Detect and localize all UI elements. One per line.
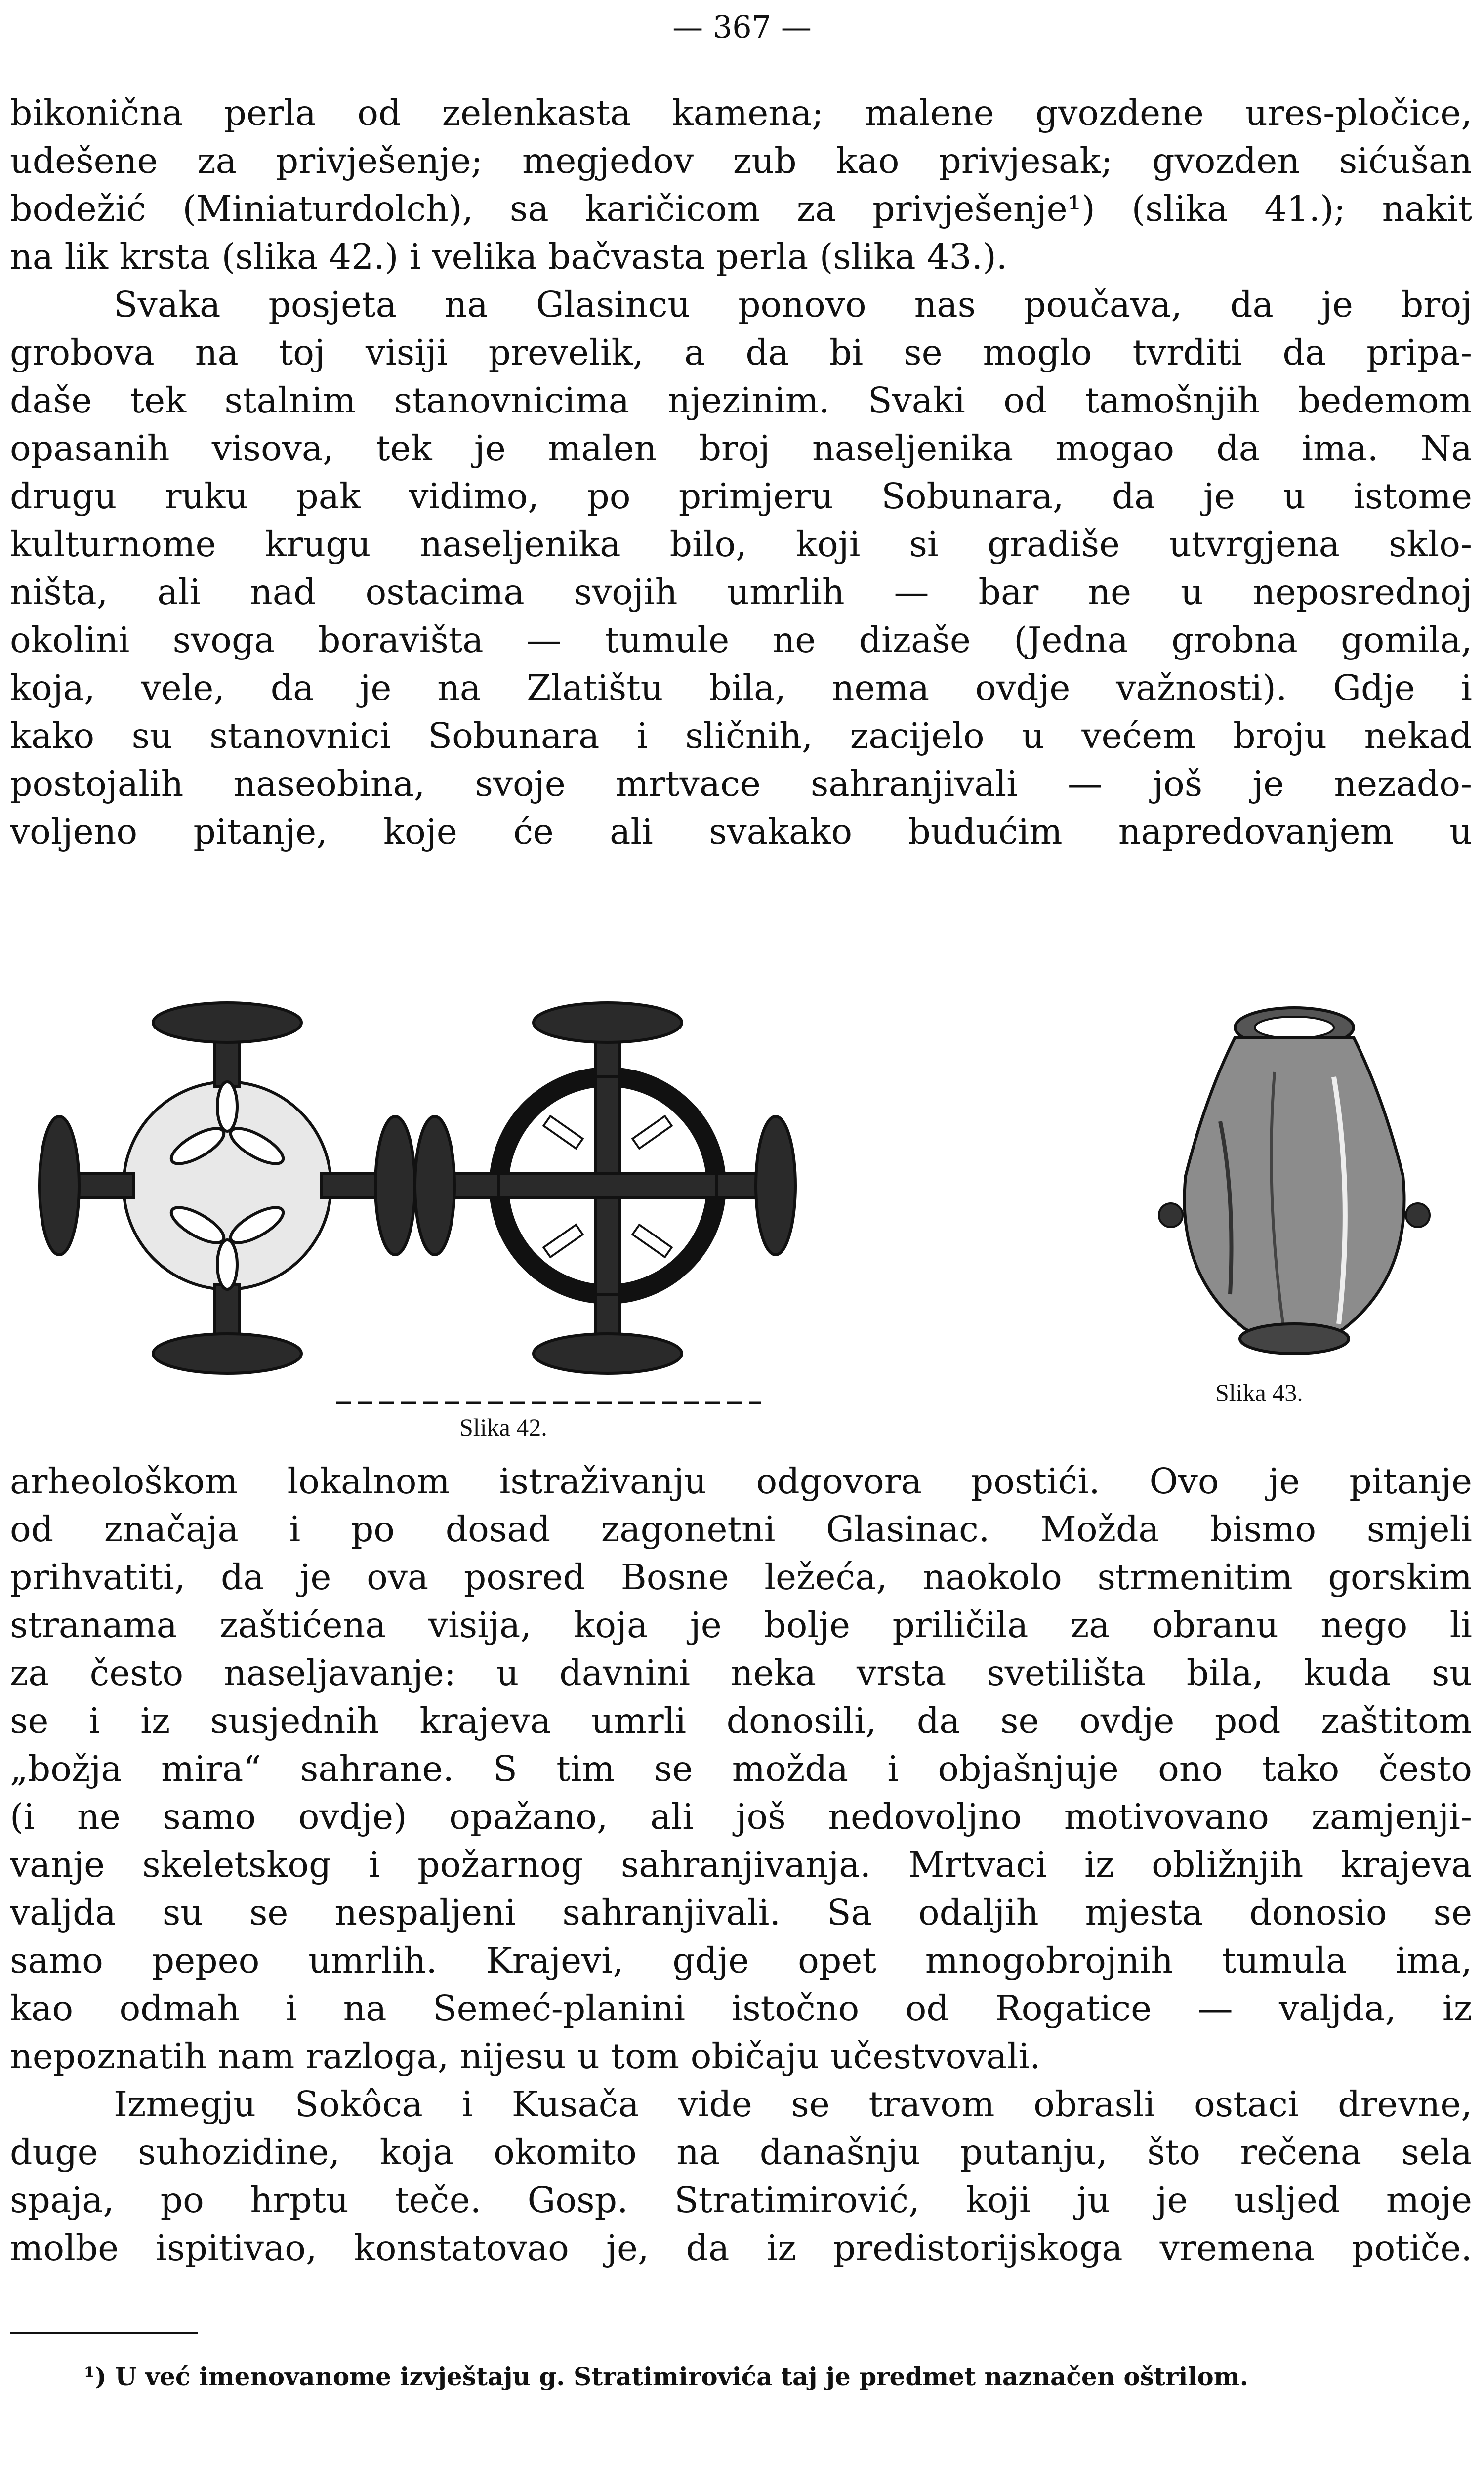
text-line: stranama zaštićena visija, koja je bolje priličila za obranu nego li <box>10 1605 1472 1646</box>
page-number: — 367 — <box>672 9 812 45</box>
text-line: Svaka posjeta na Glasincu ponovo nas poučava, da je broj <box>114 284 1472 325</box>
figure-43-caption: Slika 43. <box>1215 1379 1303 1406</box>
footnote-divider <box>10 2332 198 2334</box>
text-line: daše tek stalnim stanovnicima njezinim. Svaki od tamošnjih bedemom <box>10 380 1472 421</box>
cross-ornament-figure <box>30 978 800 1423</box>
barrel-bead-figure <box>1146 998 1443 1363</box>
text-line: za često naseljavanje: u davnini neka vrsta svetilišta bila, kuda su <box>10 1652 1472 1693</box>
text-line: vanje skeletskog i požarnog sahranjivanja. Mrtvaci iz obližnjih krajeva <box>10 1844 1472 1885</box>
text-line: grobova na toj visiji prevelik, a da bi se moglo tvrditi da pripa- <box>10 332 1472 373</box>
text-line: udešene za privješenje; megjedov zub kao privjesak; gvozden sićušan <box>10 140 1472 181</box>
text-line: kako su stanovnici Sobunara i sličnih, zacijelo u većem broju nekad <box>10 715 1472 756</box>
text-line: prihvatiti, da je ova posred Bosne ležeća, naokolo strmenitim gorskim <box>10 1557 1472 1598</box>
text-line: voljeno pitanje, koje će ali svakako budućim napredovanjem u <box>10 811 1472 852</box>
text-line: od značaja i po dosad zagonetni Glasinac. Možda bismo smjeli <box>10 1509 1472 1550</box>
text-line: spaja, po hrptu teče. Gosp. Stratimirović, koji ju je usljed moje <box>10 2180 1472 2221</box>
text-line: „božja mira“ sahrane. S tim se možda i objašnjuje ono tako često <box>10 1748 1472 1789</box>
text-line: drugu ruku pak vidimo, po primjeru Sobunara, da je u istome <box>10 476 1472 517</box>
paragraph-2 <box>10 1457 1472 2272</box>
text-line: opasanih visova, tek je malen broj naseljenika mogao da ima. Na <box>10 428 1472 469</box>
text-line: bodežić (Miniaturdolch), sa karičicom za privješenje¹) (slika 41.); nakit <box>10 188 1472 229</box>
text-line: koja, vele, da je na Zlatištu bila, nema ovdje važnosti). Gdje i <box>10 667 1472 708</box>
text-line: (i ne samo ovdje) opažano, ali još nedovoljno motivovano zamjenji- <box>10 1796 1472 1837</box>
text-line: Izmegju Sokôca i Kusača vide se travom obrasli ostaci drevne, <box>114 2084 1472 2125</box>
footnote: ¹) U već imenovanome izvještaju g. Stratimirovića taj je predmet naznačen oštrilom. <box>84 2362 1249 2391</box>
text-line: samo pepeo umrlih. Krajevi, gdje opet mnogobrojnih tumula ima, <box>10 1940 1472 1981</box>
figure-42-caption: Slika 42. <box>459 1413 547 1441</box>
text-line: kao odmah i na Semeć-planini istočno od Rogatice — valjda, iz <box>10 1988 1472 2029</box>
text-line: kulturnome krugu naseljenika bilo, koji si gradiše utvrgjena sklo- <box>10 524 1472 565</box>
text-line: postojalih naseobina, svoje mrtvace sahranjivali — još je nezado- <box>10 763 1472 804</box>
text-line: ništa, ali nad ostacima svojih umrlih — bar ne u neposrednoj <box>10 572 1472 613</box>
text-line: se i iz susjednih krajeva umrli donosili, da se ovdje pod zaštitom <box>10 1700 1472 1741</box>
text-line: nepoznatih nam razloga, nijesu u tom običaju učestvovali. <box>10 2036 1041 2077</box>
text-line: na lik krsta (slika 42.) i velika bačvasta perla (slika 43.). <box>10 236 1008 277</box>
text-line: okolini svoga boravišta — tumule ne dizaše (Jedna grobna gomila, <box>10 619 1472 660</box>
text-line: arheološkom lokalnom istraživanju odgovora postići. Ovo je pitanje <box>10 1461 1472 1502</box>
text-line: valjda su se nespaljeni sahranjivali. Sa odaljih mjesta donosio se <box>10 1892 1472 1933</box>
text-line: bikonična perla od zelenkasta kamena; malene gvozdene ures-pločice, <box>10 92 1472 133</box>
paragraph-1 <box>10 89 1472 856</box>
text-line: molbe ispitivao, konstatovao je, da iz predistorijskoga vremena potiče. <box>10 2227 1472 2268</box>
figures-area <box>10 978 1472 1452</box>
text-line: duge suhozidine, koja okomito na današnju putanju, što rečena sela <box>10 2132 1472 2173</box>
